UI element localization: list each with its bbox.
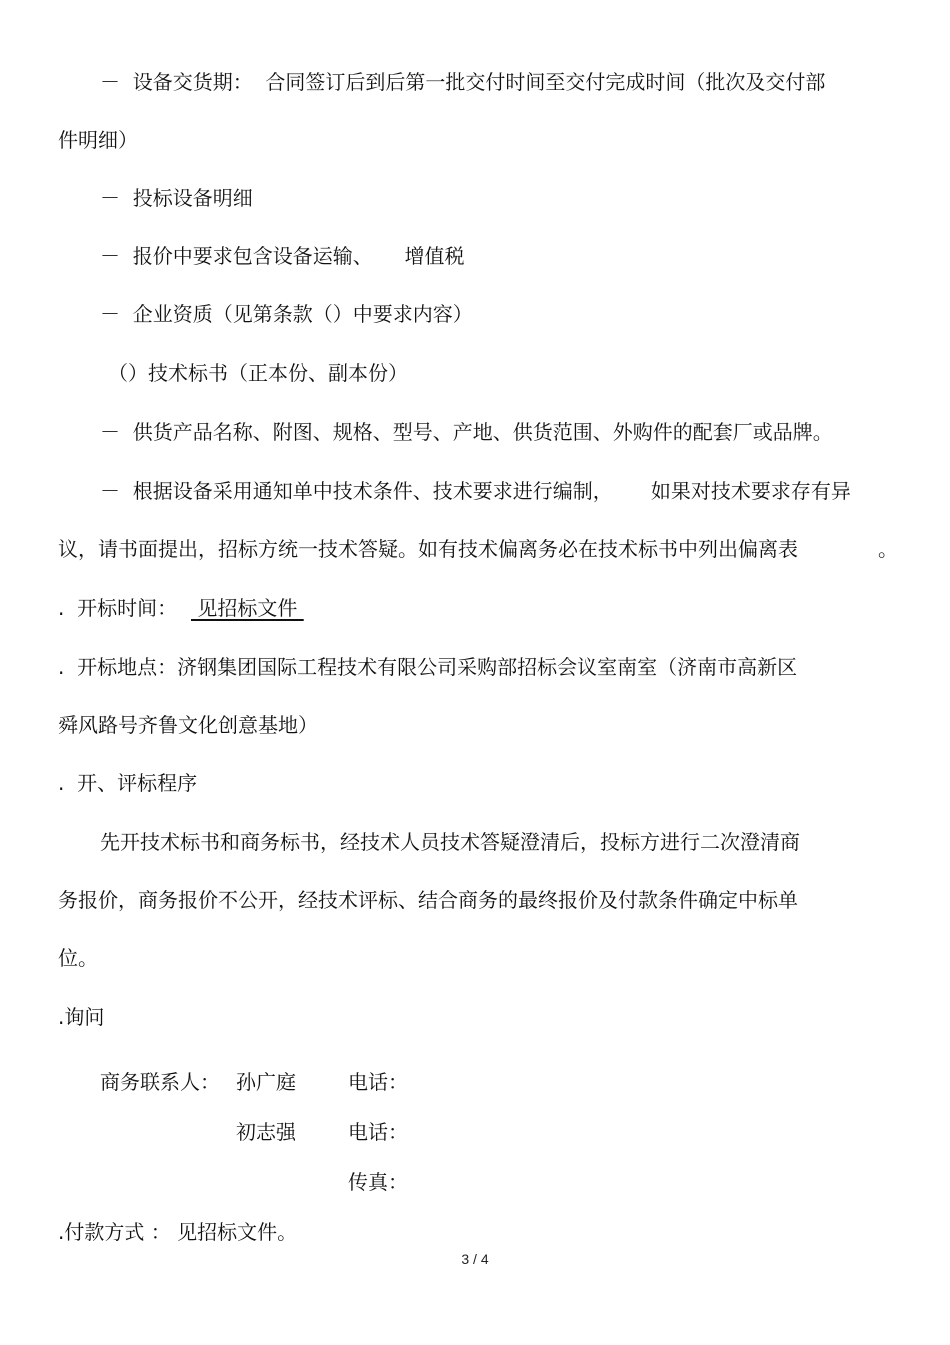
technical-bid-heading: （）技术标书（正本份、副本份）: [108, 361, 408, 385]
compile-basis-period: 。: [878, 537, 898, 561]
delivery-period-line-1: － 设备交货期： 合同签订后到后第一批交付时间至交付完成时间（批次及交付部: [100, 70, 826, 94]
page-number: 3 / 4: [461, 1251, 489, 1267]
payment-terms: .付款方式 ： 见招标文件。: [58, 1220, 298, 1244]
procedure-line-1: 先开技术标书和商务标书，经技术人员技术答疑澄清后，投标方进行二次澄清商: [100, 830, 800, 854]
inquiry-title: .询问: [58, 1005, 105, 1029]
bid-equipment-detail-item: － 投标设备明细: [100, 186, 253, 210]
opening-place-line-1: . 开标地点：济钢集团国际工程技术有限公司采购部招标会议室南室（济南市高新区: [58, 655, 798, 679]
contact-person-1: 孙广庭: [236, 1070, 296, 1094]
phone-label-2: 电话：: [348, 1120, 408, 1144]
compile-basis-line-2: 议，请书面提出，招标方统一技术答疑。如有技术偏离务必在技术标书中列出偏离表: [58, 537, 798, 561]
phone-label-1: 电话：: [348, 1070, 408, 1094]
compile-basis-line-1: － 根据设备采用通知单中技术条件、技术要求进行编制， 如果对技术要求存有异: [100, 479, 851, 503]
qualification-item: － 企业资质（见第条款（）中要求内容）: [100, 302, 473, 326]
opening-time-label: . 开标时间：: [58, 596, 190, 620]
delivery-period-line-2: 件明细）: [58, 128, 138, 152]
opening-time-value: 见招标文件: [191, 596, 304, 620]
quote-requirement-item: － 报价中要求包含设备运输、 增值税: [100, 244, 465, 268]
procedure-line-2: 务报价，商务报价不公开，经技术评标、结合商务的最终报价及付款条件确定中标单: [58, 888, 798, 912]
contact-person-2: 初志强: [236, 1120, 296, 1144]
opening-place-line-2: 舜风路号齐鲁文化创意基地）: [58, 713, 318, 737]
product-info-item: － 供货产品名称、附图、规格、型号、产地、供货范围、外购件的配套厂或品牌。: [100, 420, 833, 444]
contact-label: 商务联系人：: [100, 1070, 220, 1094]
procedure-line-3: 位。: [58, 946, 98, 970]
fax-label: 传真：: [348, 1170, 408, 1194]
procedure-title: . 开、评标程序: [58, 771, 198, 795]
